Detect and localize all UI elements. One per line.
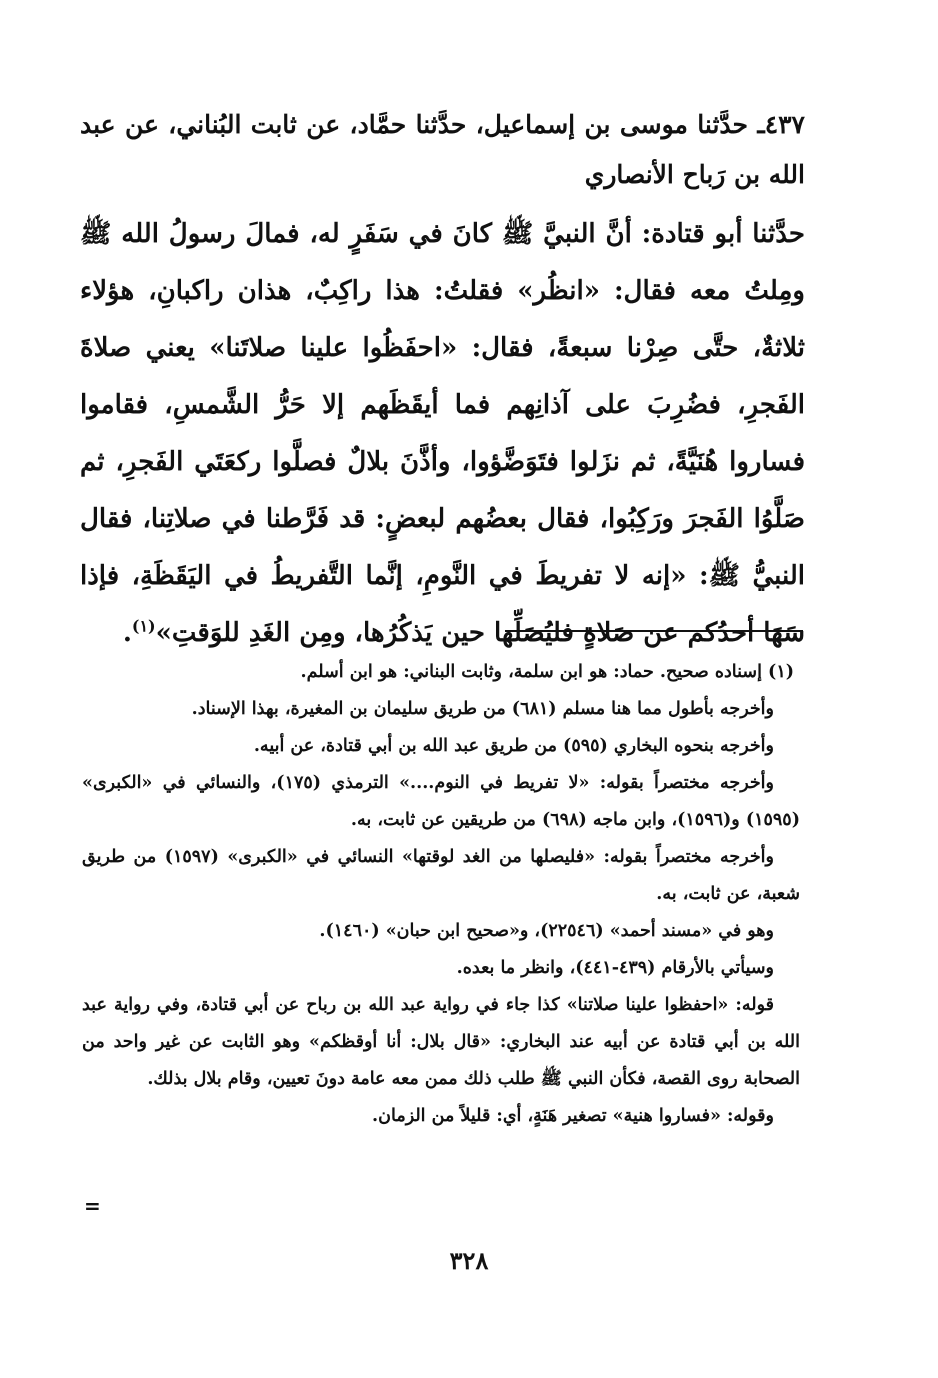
- footnote-line: وقوله: «فساروا هنية» تصغير هَنَةٍ، أي: قليلاً من الزمان.: [372, 1106, 774, 1126]
- footnote-line: وأخرجه بنحوه البخاري (٥٩٥) من طريق عبد الله بن أبي قتادة، عن أبيه.: [253, 736, 774, 756]
- footnote-line: وسيأتي بالأرقام (٤٣٩-٤٤١)، وانظر ما بعده.: [456, 958, 774, 978]
- footnote-reference[interactable]: (١): [131, 616, 156, 636]
- hadith-chain: ٤٣٧ـ حدَّثنا موسى بن إسماعيل، حدَّثنا حمَّاد، عن ثابت البُناني، عن عبد الله بن رَباح الأنصاري: [80, 110, 805, 189]
- footnote-line: (١) إسناده صحيح. حماد: هو ابن سلمة، وثابت البناني: هو ابن أسلم.: [300, 662, 794, 682]
- footnote-line: وأخرجه مختصراً بقوله: «لا تفريط في النوم....» الترمذي (١٧٥)، والنسائي في «الكبرى» (١٥٩٥) و(١٥٩٦)، وابن ماجه (٦٩٨) من طريقين عن ثابت، به.: [82, 773, 800, 830]
- hadith-end-mark: .: [122, 618, 132, 648]
- footnote-divider: [505, 630, 803, 632]
- hadith-body-text: حدَّثنا أبو قتادة: أنَّ النبيَّ ﷺ كانَ في سَفَرٍ له، فمالَ رسولُ الله ﷺ ومِلتُ معه فقال: «انظُر» فقلتُ: هذا راكِبٌ، هذان راكبانِ، هؤلاء ثلاثةٌ، حتَّى صِرْنا سبعةً، فقال: «احفَظُوا علينا صلاتَنا» يعني صلاةَ الفَجرِ، فضُرِبَ على آذانِهم فما أيقَظَهم إلا حَرُّ الشَّمسِ، فقاموا فساروا هُنَيَّةً، ثم نزَلوا فتَوَضَّؤوا، وأذَّنَ بلالٌ فصلَّوا ركعَتَي الفَجرِ، ثم صَلَّوُا الفَجرَ ورَكِبُوا، فقال بعضُهم لبعضٍ: قد فَرَّطنا في صلاتِنا، فقال النبيُّ ﷺ: «إنه لا تفريطَ في النَّومِ، إنَّما التَّفريطُ في اليَقَظَةِ، فإذا سَهَا أحدُكم عن صَلاةٍ فليُصَلِّها حين يَذكُرُها، ومِن الغَدِ للوَقتِ»: [80, 219, 805, 648]
- hadith-text: [80, 206, 805, 662]
- footnote-line: قوله: «احفظوا علينا صلاتنا» كذا جاء في رواية عبد الله بن رباح عن أبي قتادة، وفي رواية عبد الله بن أبي قتادة عن أبيه عند البخاري: «قال بلال: أنا أوقظكم» وهو الثابت عن غير واحد من الصحابة روى القصة، فكأن النبي ﷺ طلب ذلك ممن معه عامة دونَ تعيين، وقام بلال بذلك.: [82, 995, 800, 1089]
- footnote-line: وهو في «مسند أحمد» (٢٢٥٤٦)، و«صحيح ابن حبان» (١٤٦٠).: [319, 921, 774, 941]
- page-number: ٣٢٨: [449, 1246, 489, 1275]
- footnotes-section: [82, 654, 800, 1135]
- main-text: [80, 100, 805, 662]
- continuation-mark: =: [84, 1194, 101, 1218]
- footnote-line: وأخرجه بأطول مما هنا مسلم (٦٨١) من طريق سليمان بن المغيرة، بهذا الإسناد.: [191, 699, 774, 719]
- footnote-line: وأخرجه مختصراً بقوله: «فليصلها من الغد لوقتها» النسائي في «الكبرى» (١٥٩٧) من طريق شعبة، عن ثابت، به.: [82, 847, 800, 904]
